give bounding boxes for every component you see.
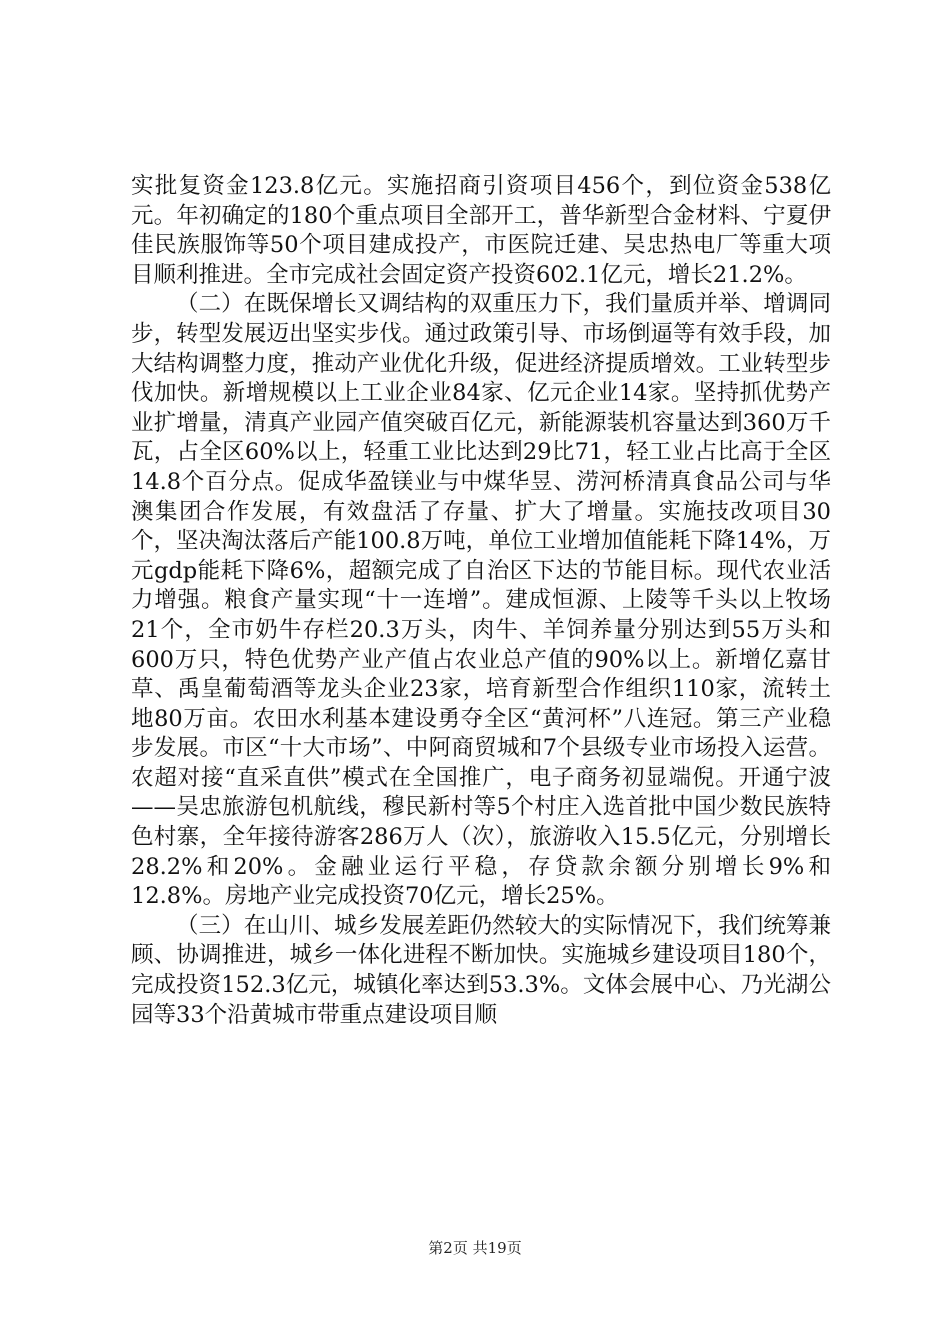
page-number-footer: 第2页 共19页	[428, 1239, 522, 1257]
paragraph-section-three: （三）在山川、城乡发展差距仍然较大的实际情况下，我们统筹兼顾、协调推进，城乡一体化进程不断加快。实施城乡建设项目180个，完成投资152.3亿元，城镇化率达到53.3%。文体会展中心、乃光湖公园等33个沿黄城市带重点建设项目顺	[131, 912, 831, 1028]
paragraph-continuation: 实批复资金123.8亿元。实施招商引资项目456个，到位资金538亿元。年初确定的180个重点项目全部开工，普华新型合金材料、宁夏伊佳民族服饰等50个项目建成投产，市医院迁建、吴忠热电厂等重大项目顺利推进。全市完成社会固定资产投资602.1亿元，增长21.2%。	[131, 173, 831, 288]
document-body	[131, 172, 831, 1030]
paragraph-section-two: （二）在既保增长又调结构的双重压力下，我们量质并举、增调同步，转型发展迈出坚实步伐。通过政策引导、市场倒逼等有效手段，加大结构调整力度，推动产业优化升级，促进经济提质增效。工业转型步伐加快。新增规模以上工业企业84家、亿元企业14家。坚持抓优势产业扩增量，清真产业园产值突破百亿元，新能源装机容量达到360万千瓦，占全区60%以上，轻重工业比达到29比71，轻工业占比高于全区14.8个百分点。促成华盈镁业与中煤华昱、涝河桥清真食品公司与华澳集团合作发展，有效盘活了存量、扩大了增量。实施技改项目30个，坚决淘汰落后产能100.8万吨，单位工业增加值能耗下降14%，万元gdp能耗下降6%，超额完成了自治区下达的节能目标。现代农业活力增强。粮食产量实现“十一连增”。建成恒源、上陵等千头以上牧场21个，全市奶牛存栏20.3万头，肉牛、羊饲养量分别达到55万头和600万只，特色优势产业产值占农业总产值的90%以上。新增亿嘉甘草、禹皇葡萄酒等龙头企业23家，培育新型合作组织110家，流转土地80万亩。农田水利基本建设勇夺全区“黄河杯”八连冠。第三产业稳步发展。市区“十大市场”、中阿商贸城和7个县级专业市场投入运营。农超对接“直采直供”模式在全国推广，电子商务初显端倪。开通宁波——吴忠旅游包机航线，穆民新村等5个村庄入选首批中国少数民族特色村寨，全年接待游客286万人（次），旅游收入15.5亿元，分别增长28.2%和20%。金融业运行平稳，存贷款余额分别增长9%和12.8%。房地产业完成投资70亿元，增长25%。	[131, 291, 831, 910]
